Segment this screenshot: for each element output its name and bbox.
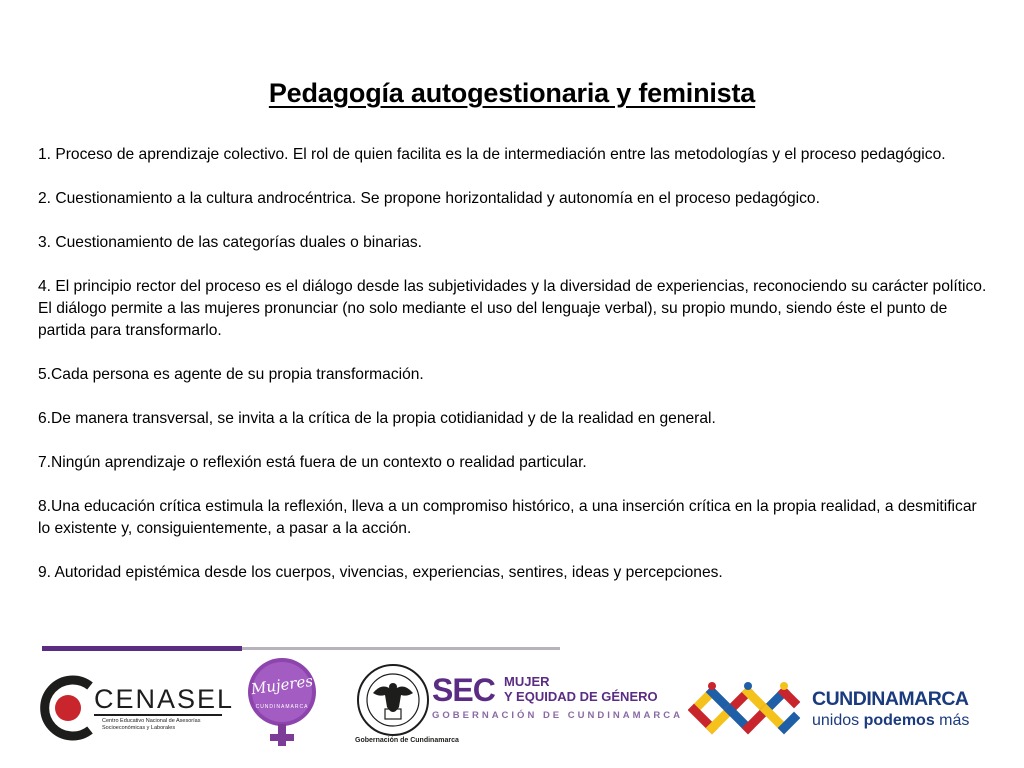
cenasel-rule xyxy=(94,714,222,716)
list-item: 6.De manera transversal, se invita a la crítica de la propia cotidianidad y de la realidad en general. xyxy=(38,410,716,427)
footer-divider-gray xyxy=(242,647,560,650)
list-item: 8.Una educación crítica estimula la reflexión, lleva a un compromiso histórico, a una inserción crítica en la propia realidad, a desmitificar lo existente y, consiguientemente, a pasar a la acción. xyxy=(38,498,977,537)
cenasel-subtitle-line2: Socioeconómicas y Laborales xyxy=(102,725,176,731)
cenasel-logo xyxy=(36,668,235,748)
cundinamarca-slogan xyxy=(812,712,969,730)
cenasel-subtitle-line1: Centro Educativo Nacional de Asesorías xyxy=(102,718,201,724)
slogan-end: más xyxy=(934,712,970,729)
list-item: 4. El principio rector del proceso es el diálogo desde las subjetividades y la diversidad de experiencias, reconociendo su carácter político. El diálogo permite a las mujeres pronunciar (no solo mediante el uso del lenguaje verbal), su propio mundo, siendo éste el punto de partida para transformarlo. xyxy=(38,278,987,339)
sec-line3: GOBERNACIÓN DE CUNDINAMARCA xyxy=(432,710,683,721)
cundinamarca-wordmark xyxy=(812,688,992,738)
list-item: 3. Cuestionamiento de las categorías duales o binarias. xyxy=(38,234,423,251)
mujeres-word: Mujeres xyxy=(249,671,315,699)
sec-logo xyxy=(432,670,683,724)
sec-line1: MUJER xyxy=(504,674,550,689)
sec-line2: Y EQUIDAD DE GÉNERO xyxy=(504,689,658,704)
footer-divider-purple xyxy=(42,646,242,651)
list-item: 5.Cada persona es agente de su propia transformación. xyxy=(38,366,424,383)
list-item: 7.Ningún aprendizaje o reflexión está fuera de un contexto o realidad particular. xyxy=(38,454,587,471)
list-item: 1. Proceso de aprendizaje colectivo. El rol de quien facilita es la de intermediación entre las metodologías y el proceso pedagógico. xyxy=(38,146,946,163)
list-item: 2. Cuestionamiento a la cultura androcéntrica. Se propone horizontalidad y autonomía en el proceso pedagógico. xyxy=(38,190,820,207)
gobernacion-caption: Gobernación de Cundinamarca xyxy=(355,737,459,744)
cundinamarca-mark xyxy=(688,680,800,740)
cenasel-name: CENASEL xyxy=(94,684,235,714)
list-item: 9. Autoridad epistémica desde los cuerpos, vivencias, experiencias, sentires, ideas y percepciones. xyxy=(38,564,723,581)
slide-body xyxy=(38,144,988,584)
female-symbol-icon xyxy=(242,656,322,748)
mujeres-subtitle: CUNDINAMARCA xyxy=(255,704,309,710)
cundinamarca-name: CUNDINAMARCA xyxy=(812,688,969,710)
slogan-bold: podemos xyxy=(863,712,935,729)
sec-acronym: SEC xyxy=(432,672,495,708)
eagle-seal-icon xyxy=(355,663,431,737)
slogan-regular: unidos xyxy=(812,712,864,729)
slide-title: Pedagogía autogestionaria y feminista xyxy=(268,78,756,108)
cenasel-logo-icon xyxy=(36,668,100,748)
cundinamarca-mark-icon xyxy=(688,680,800,740)
mujeres-logo xyxy=(242,656,322,748)
gobernacion-seal xyxy=(355,663,459,749)
